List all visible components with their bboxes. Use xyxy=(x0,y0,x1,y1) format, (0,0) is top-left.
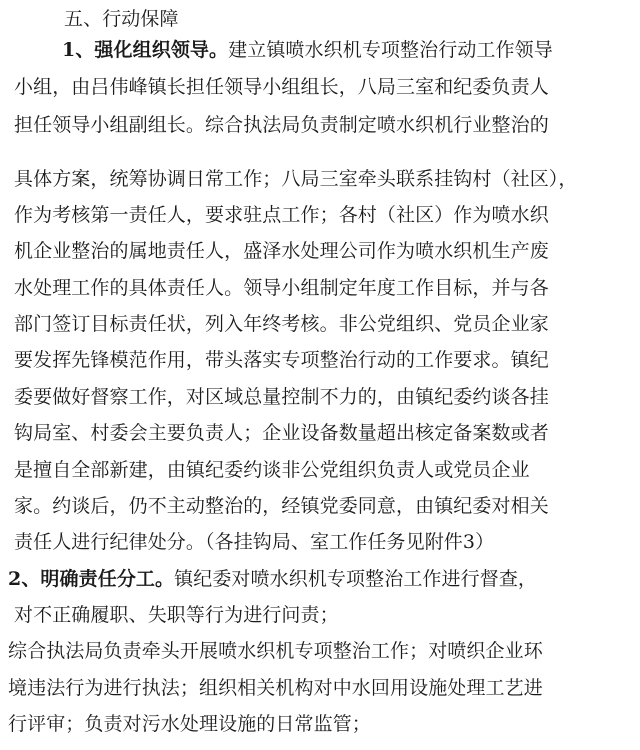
item1-text-line: 水处理工作的具体责任人。领导小组制定年度工作目标，并与各 xyxy=(14,277,549,299)
item2-heading: 2、明确责任分工。 xyxy=(8,568,175,590)
item1-text-line: 钩局室、村委会主要负责人；企业设备数量超出核定备案数或者 xyxy=(14,422,549,444)
item2-text-line: 境违法行为进行执法；组织相关机构对中水回用设施处理工艺进 xyxy=(8,677,543,699)
item1-heading: 1、强化组织领导。 xyxy=(62,39,229,61)
item1-text-line: 委要做好督察工作，对区域总量控制不力的，由镇纪委约谈各挂 xyxy=(14,386,549,408)
item1-text-line: 具体方案，统筹协调日常工作；八局三室牵头联系挂钩村（社区）， xyxy=(14,168,578,190)
item1-text-line: 机企业整治的属地责任人，盛泽水处理公司作为喷水织机生产废 xyxy=(14,240,549,262)
item1-text-line: 责任人进行纪律处分。（各挂钩局、室工作任务见附件3） xyxy=(14,531,495,553)
item2-text-line: 综合执法局负责牵头开展喷水织机专项整治工作；对喷织企业环 xyxy=(8,640,543,662)
item1-text-line: 部门签订目标责任状，列入年终考核。非公党组织、党员企业家 xyxy=(14,313,549,335)
item1-text-line: 小组，由吕伟峰镇长担任领导小组组长，八局三室和纪委负责人 xyxy=(14,76,549,98)
item2-first-line xyxy=(0,564,640,594)
item1-text-line: 建立镇喷水织机专项整治行动工作领导 xyxy=(228,39,553,61)
item1-text-line: 家。约谈后，仍不主动整治的，经镇党委同意，由镇纪委对相关 xyxy=(14,495,549,517)
item1-text-line: 要发挥先锋模范作用，带头落实专项整治行动的工作要求。镇纪 xyxy=(14,349,549,371)
item2-text-line: 行评审；负责对污水处理设施的日常监管； xyxy=(8,713,371,735)
item1-text-line: 担任领导小组副组长。综合执法局负责制定喷水织机行业整治的 xyxy=(14,114,549,136)
item1-text-line: 是擅自全部新建，由镇纪委约谈非公党组织负责人或党员企业 xyxy=(14,459,530,481)
item2-text-line: 镇纪委对喷水织机专项整治工作进行督查， xyxy=(174,568,538,590)
item2-text-line: 对不正确履职、失职等行为进行问责； xyxy=(14,604,339,626)
item1-text-line: 作为考核第一责任人，要求驻点工作；各村（社区）作为喷水织 xyxy=(14,204,549,226)
item1-first-line xyxy=(0,35,640,65)
section-title: 五、行动保障 xyxy=(64,8,179,30)
